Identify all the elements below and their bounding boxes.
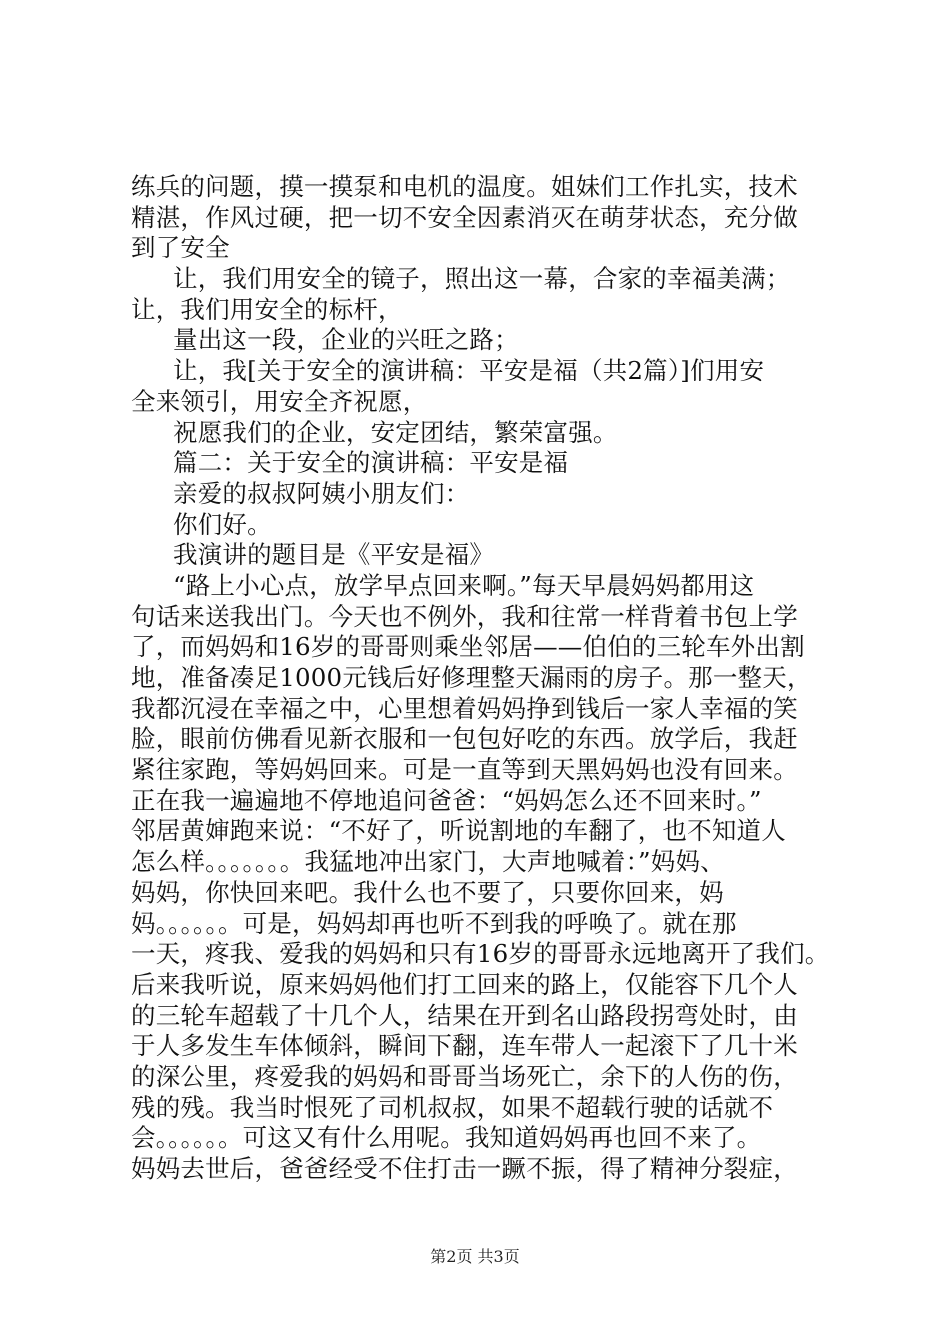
text-line: 句话来送我出门。今天也不例外，我和往常一样背着书包上学 — [131, 601, 798, 631]
text-line: 一天，疼我、爱我的妈妈和只有16岁的哥哥永远地离开了我们。 — [131, 939, 830, 969]
text-line: 量出这一段，企业的兴旺之路； — [173, 325, 519, 355]
text-line: 篇二：关于安全的演讲稿：平安是福 — [173, 448, 569, 478]
document-body — [131, 172, 831, 1185]
text-line: 我演讲的题目是《平安是福》 — [173, 540, 495, 570]
text-line: 的深公里，疼爱我的妈妈和哥哥当场死亡，余下的人伤的伤， — [131, 1061, 798, 1091]
text-line: 残的残。我当时恨死了司机叔叔，如果不超载行驶的话就不 — [131, 1092, 774, 1122]
text-line: 邻居黄婶跑来说：“不好了，听说割地的车翻了，也不知道人 — [131, 816, 786, 846]
text-line: 妈妈去世后，爸爸经受不住打击一蹶不振，得了精神分裂症， — [131, 1154, 798, 1183]
text-line: 紧往家跑，等妈妈回来。可是一直等到天黑妈妈也没有回来。 — [131, 755, 798, 785]
text-line: 让，我们用安全的标杆， — [131, 294, 403, 324]
text-line: 让，我们用安全的镜子，照出这一幕，合家的幸福美满； — [173, 264, 791, 294]
text-line: 怎么样。。。。。。。我猛地冲出家门，大声地喊着：”妈妈、 — [131, 847, 725, 877]
text-line: 地，准备凑足1000元钱后好修理整天漏雨的房子。那一整天， — [131, 663, 812, 692]
text-line: “路上小心点，放学早点回来啊。”每天早晨妈妈都用这 — [173, 570, 755, 600]
text-line: 我都沉浸在幸福之中，心里想着妈妈挣到钱后一家人幸福的笑 — [131, 693, 798, 723]
text-line: 后来我听说，原来妈妈他们打工回来的路上，仅能容下几个人 — [131, 969, 798, 999]
text-line: 练兵的问题，摸一摸泵和电机的温度。姐妹们工作扎实，技术 — [131, 172, 798, 201]
text-line: 了，而妈妈和16岁的哥哥则乘坐邻居——伯伯的三轮车外出割 — [131, 632, 805, 662]
text-line: 到了安全 — [131, 233, 230, 263]
text-line: 让，我[关于安全的演讲稿：平安是福（共2篇）]们用安 — [173, 356, 765, 386]
text-line: 脸，眼前仿佛看见新衣服和一包包好吃的东西。放学后，我赶 — [131, 724, 798, 754]
text-line: 你们好。 — [173, 509, 272, 539]
text-line: 的三轮车超载了十几个人，结果在开到名山路段拐弯处时，由 — [131, 1000, 798, 1030]
text-line: 祝愿我们的企业，安定团结，繁荣富强。 — [173, 417, 618, 447]
text-line: 妈妈，你快回来吧。我什么也不要了，只要你回来，妈 — [131, 877, 724, 907]
text-line: 精湛，作风过硬，把一切不安全因素消灭在萌芽状态，充分做 — [131, 202, 798, 232]
text-line: 亲爱的叔叔阿姨小朋友们： — [173, 478, 470, 508]
page-footer: 第2页 共3页 — [430, 1247, 520, 1266]
text-line: 妈。。。。。。可是，妈妈却再也听不到我的呼唤了。就在那 — [131, 908, 737, 938]
text-line: 于人多发生车体倾斜，瞬间下翻，连车带人一起滚下了几十米 — [131, 1031, 798, 1061]
text-line: 全来领引，用安全齐祝愿， — [131, 386, 428, 416]
text-line: 正在我一遍遍地不停地追问爸爸：“妈妈怎么还不回来时。” — [131, 785, 762, 815]
text-line: 会。。。。。。可这又有什么用呢。我知道妈妈再也回不来了。 — [131, 1123, 762, 1153]
